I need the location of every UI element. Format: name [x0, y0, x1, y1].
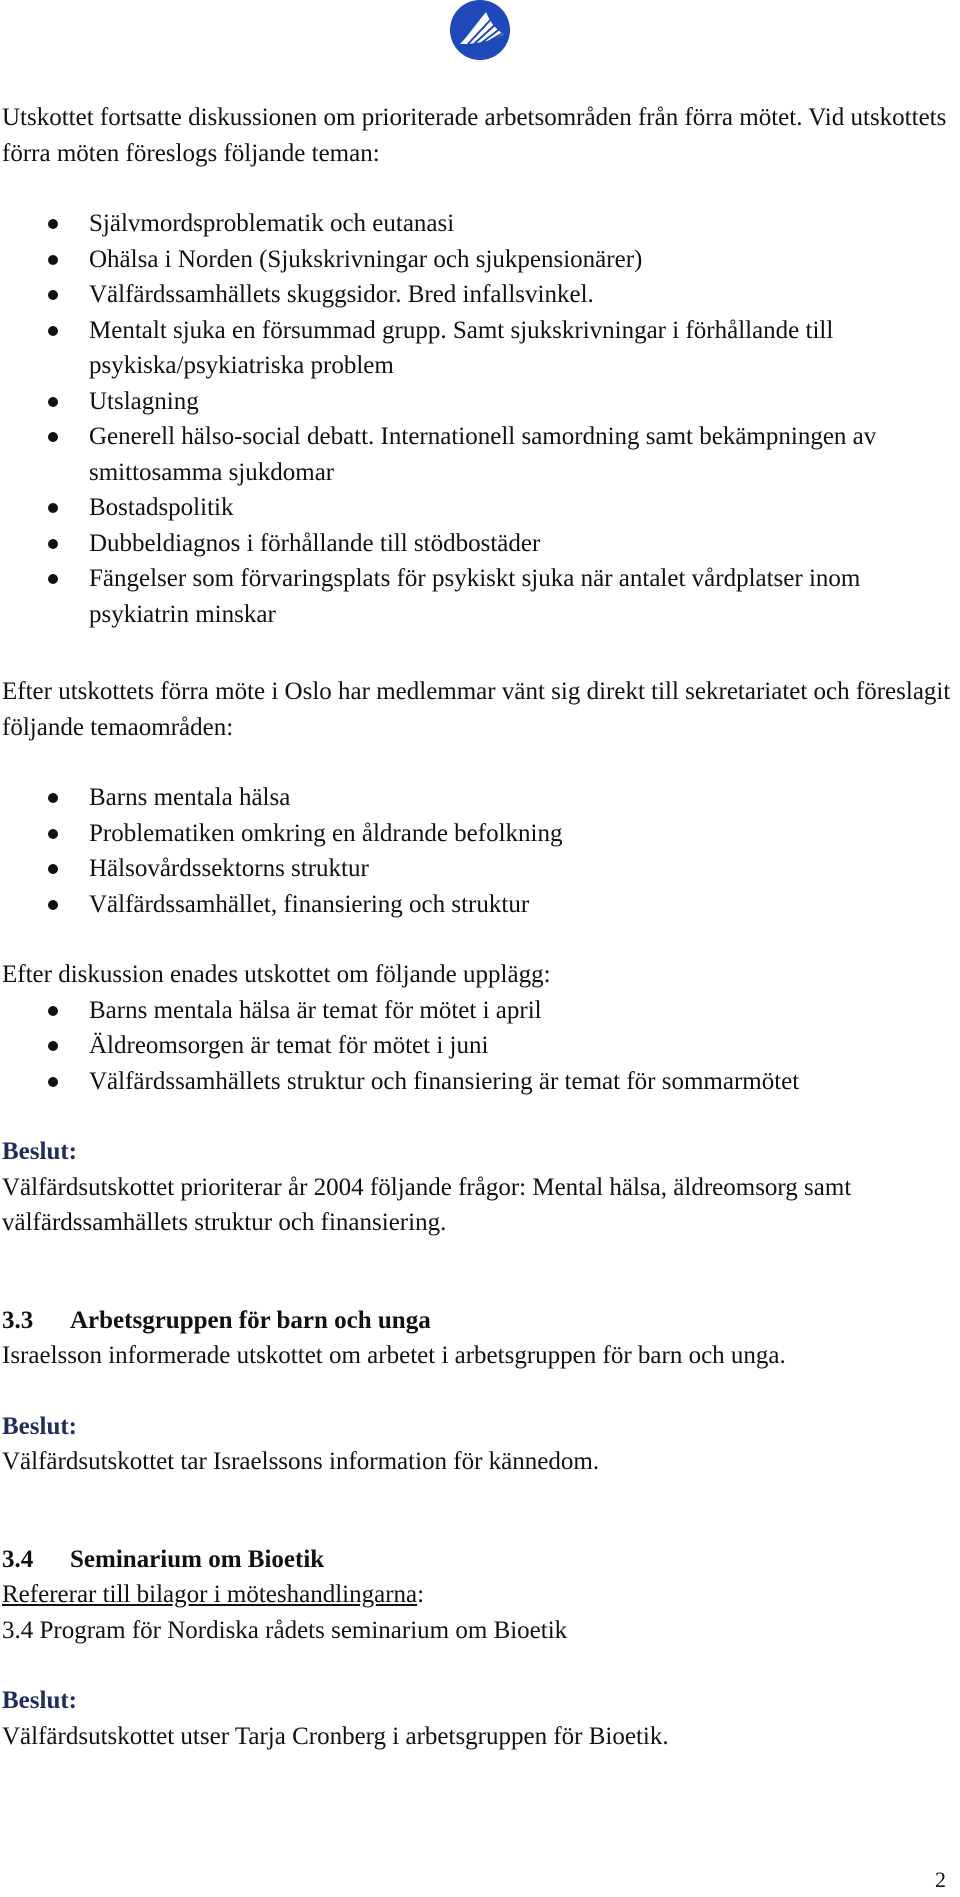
section-3-4-decision: Välfärdsutskottet utser Tarja Cronberg i arbetsgruppen för Bioetik.	[2, 1722, 669, 1750]
beslut-heading: Beslut:	[2, 1687, 77, 1714]
page-number: 2	[935, 1867, 946, 1892]
list-item: Ohälsa i Norden (Sjukskrivningar och sjukpensionärer)	[2, 242, 952, 278]
list-item: Välfärdssamhällets struktur och finansiering är temat för sommarmötet	[2, 1064, 952, 1100]
attachment-line: 3.4 Program för Nordiska rådets seminarium om Bioetik	[2, 1616, 568, 1644]
section-heading-3-3: 3.3 Arbetsgruppen för barn och unga	[2, 1306, 431, 1334]
bullet-icon	[48, 574, 58, 584]
list-item: Problematiken omkring en åldrande befolkning	[2, 816, 952, 852]
list-item: Välfärdssamhället, finansiering och struktur	[2, 887, 952, 923]
bullet-icon	[48, 1041, 58, 1051]
list-item: Äldreomsorgen är temat för mötet i juni	[2, 1028, 952, 1064]
list-item: Mentalt sjuka en försummad grupp. Samt sjukskrivningar i förhållande till psykiska/psykiatriska problem	[2, 313, 952, 384]
bullet-icon	[48, 1006, 58, 1016]
agreed-list	[2, 993, 952, 1100]
bullet-icon	[48, 503, 58, 513]
bullet-icon	[48, 255, 58, 265]
oslo-paragraph: Efter utskottets förra möte i Oslo har medlemmar vänt sig direkt till sekretariatet och föreslagit följande temaområden:	[2, 678, 951, 741]
bullet-icon	[48, 864, 58, 874]
section-3-3-text: Israelsson informerade utskottet om arbetet i arbetsgruppen för barn och unga.	[2, 1342, 786, 1369]
bullet-icon	[48, 1077, 58, 1087]
bullet-icon	[48, 219, 58, 229]
beslut-heading: Beslut:	[2, 1412, 77, 1440]
section-heading-3-4: 3.4 Seminarium om Bioetik	[2, 1545, 325, 1573]
bullet-icon	[48, 326, 58, 336]
agreed-paragraph: Efter diskussion enades utskottet om följande upplägg:	[2, 961, 551, 988]
intro-paragraph: Utskottet fortsatte diskussionen om prioriterade arbetsområden från förra mötet. Vid utskottets förra möten föreslogs följande teman:	[2, 104, 947, 167]
document-body	[2, 100, 952, 1754]
proposed-areas-list	[2, 780, 952, 922]
bullet-icon	[48, 829, 58, 839]
bullet-icon	[48, 793, 58, 803]
section-3-3-decision: Välfärdsutskottet tar Israelssons information för kännedom.	[2, 1448, 600, 1475]
bullet-icon	[48, 900, 58, 910]
reference-line: Refererar till bilagor i möteshandlingarna:	[2, 1581, 425, 1608]
list-item: Utslagning	[2, 384, 952, 420]
list-item: Generell hälso-social debatt. Internationell samordning samt bekämpningen av smittosamma sjukdomar	[2, 419, 952, 490]
nordic-swan-logo	[446, 0, 514, 66]
themes-list	[2, 206, 952, 632]
decision-paragraph: Välfärdsutskottet prioriterar år 2004 följande frågor: Mental hälsa, äldreomsorg samt välfärdssamhällets struktur och finansiering.	[2, 1173, 852, 1236]
bullet-icon	[48, 539, 58, 549]
list-item: Barns mentala hälsa	[2, 780, 952, 816]
list-item: Fängelser som förvaringsplats för psykiskt sjuka när antalet vårdplatser inom psykiatrin minskar	[2, 561, 952, 632]
bullet-icon	[48, 397, 58, 407]
list-item: Välfärdssamhällets skuggsidor. Bred infallsvinkel.	[2, 277, 952, 313]
list-item: Självmordsproblematik och eutanasi	[2, 206, 952, 242]
bullet-icon	[48, 290, 58, 300]
list-item: Dubbeldiagnos i förhållande till stödbostäder	[2, 526, 952, 562]
beslut-heading: Beslut:	[2, 1138, 77, 1165]
list-item: Barns mentala hälsa är temat för mötet i april	[2, 993, 952, 1029]
list-item: Bostadspolitik	[2, 490, 952, 526]
reference-link[interactable]: Refererar till bilagor i möteshandlingarna	[2, 1581, 418, 1608]
bullet-icon	[48, 432, 58, 442]
list-item: Hälsovårdssektorns struktur	[2, 851, 952, 887]
